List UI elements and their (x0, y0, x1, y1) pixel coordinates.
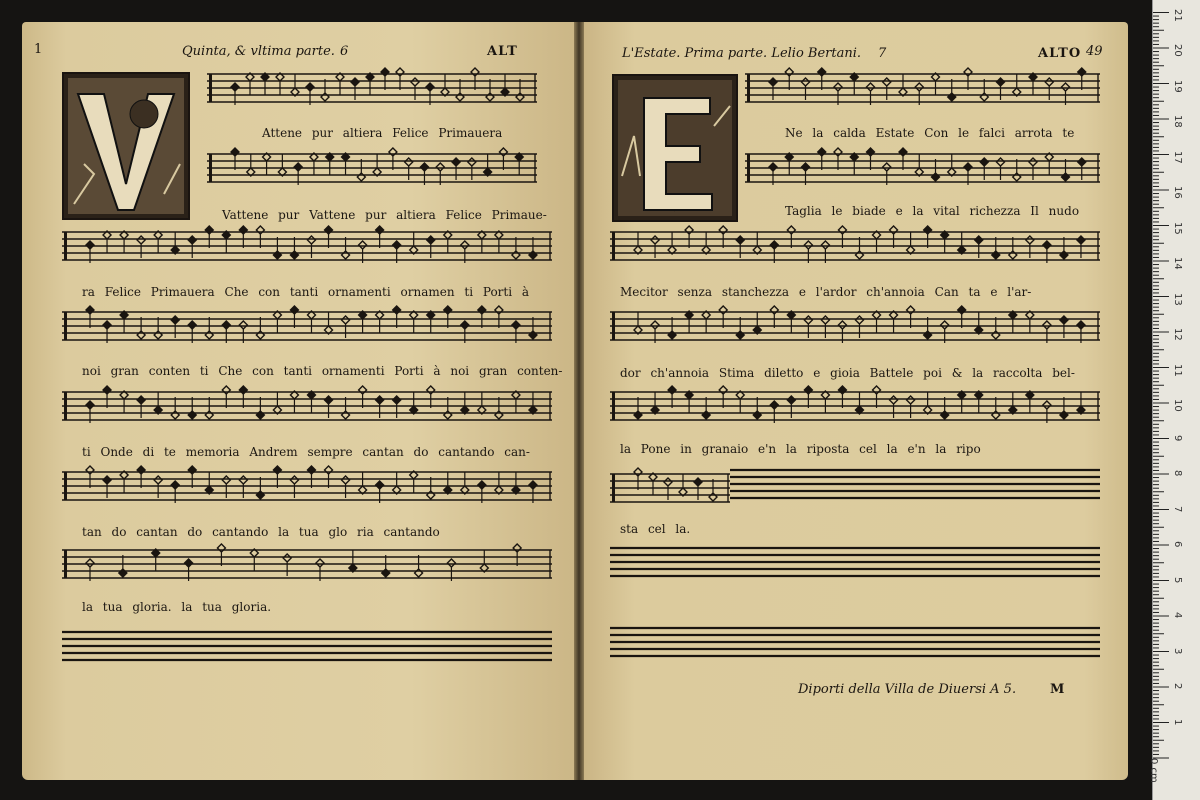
music-staff (610, 220, 1100, 270)
left-page (22, 22, 578, 780)
right-lyric-line-3: Mecitor senza stanchezza e l'ardor ch'annoia Can ta e l'ar- (620, 285, 1032, 299)
music-staff (62, 460, 552, 510)
blank-staff (62, 628, 552, 668)
right-lyric-line-1: Ne la calda Estate Con le falci arrota te (785, 126, 1075, 140)
blank-staff (730, 466, 1100, 506)
woodcut-initial-v (62, 72, 190, 220)
signature-mark: M (1050, 682, 1066, 697)
left-page-mark: 1 (34, 42, 43, 57)
open-book (22, 22, 1130, 780)
ruler-mark: 10 (1172, 399, 1183, 412)
initial-v-text: V (126, 210, 127, 211)
lyric-line-6: tan do cantan do cantando la tua glo ria cantando (82, 525, 440, 539)
music-staff (207, 62, 537, 112)
music-staff (745, 62, 1100, 112)
ruler-mark: 18 (1172, 115, 1183, 128)
lyric-line-4: noi gran conten ti Che con tanti ornamenti Porti à noi gran conten- (82, 364, 563, 378)
music-staff (62, 380, 552, 430)
woodcut-initial-e (612, 74, 738, 222)
right-lyric-line-6: sta cel la. (620, 522, 691, 536)
right-running-head: L'Estate. Prima parte. Lelio Bertani. (622, 46, 862, 61)
right-lyric-line-4: dor ch'annoia Stima diletto e gioia Battele poi & la raccolta bel- (620, 366, 1075, 380)
folio-number: 49 (1086, 44, 1103, 59)
right-lyric-line-2: Taglia le biade e la vital richezza Il nudo (785, 204, 1080, 218)
lyric-line-3: ra Felice Primauera Che con tanti ornamenti ornamen ti Porti à (82, 285, 530, 299)
right-page (580, 22, 1128, 780)
right-voice-label: ALTO (1038, 46, 1082, 61)
ruler-unit-label: 0 cm (1148, 758, 1159, 783)
ruler-mark: 1 (1172, 718, 1183, 725)
music-staff (610, 300, 1100, 350)
ruler-mark: 20 (1172, 44, 1183, 57)
ruler-mark: 4 (1172, 612, 1183, 619)
blank-staff (610, 544, 1100, 584)
ruler-mark: 14 (1172, 257, 1183, 270)
ruler-mark: 7 (1172, 505, 1183, 512)
ruler-mark: 11 (1172, 363, 1183, 377)
music-staff (610, 380, 1100, 430)
ruler-mark: 8 (1172, 470, 1183, 477)
measurement-ruler (1148, 0, 1200, 800)
ruler-mark: 9 (1172, 434, 1183, 441)
music-staff (745, 142, 1100, 192)
ruler-mark: 3 (1172, 647, 1183, 654)
ruler-mark: 19 (1172, 79, 1183, 93)
music-staff (207, 142, 537, 192)
ruler-mark: 2 (1172, 683, 1183, 690)
footer-title: Diporti della Villa de Diuersi A 5. (798, 682, 1017, 697)
ruler-mark: 12 (1172, 328, 1183, 341)
ruler-mark: 15 (1172, 221, 1183, 235)
ruler-mark: 16 (1172, 186, 1183, 199)
left-voice-label: ALT (487, 44, 518, 59)
initial-e-text: E (674, 212, 675, 213)
lyric-line-5: ti Onde di te memoria Andrem sempre cantan do cantando can- (82, 445, 530, 459)
music-staff (62, 220, 552, 270)
music-staff (62, 300, 552, 350)
lyric-line-1: Attene pur altiera Felice Primauera (262, 126, 503, 140)
music-staff (610, 462, 730, 512)
lyric-line-7: la tua gloria. la tua gloria. (82, 600, 272, 614)
ruler-mark: 13 (1172, 292, 1183, 306)
ruler-mark: 17 (1172, 150, 1183, 164)
music-staff (62, 538, 552, 588)
left-page-number: 6 (340, 44, 349, 59)
ruler-mark: 5 (1172, 576, 1183, 583)
blank-staff (610, 624, 1100, 664)
left-running-head: Quinta, & vltima parte. (182, 44, 335, 59)
lyric-line-2: Vattene pur Vattene pur altiera Felice Primaue- (222, 208, 547, 222)
book-gutter (574, 22, 584, 780)
ruler-mark: 6 (1172, 541, 1183, 548)
right-page-number: 7 (878, 46, 887, 61)
ruler-mark: 21 (1172, 8, 1183, 22)
right-lyric-line-5: la Pone in granaio e'n la riposta cel la e'n la ripo (620, 442, 981, 456)
